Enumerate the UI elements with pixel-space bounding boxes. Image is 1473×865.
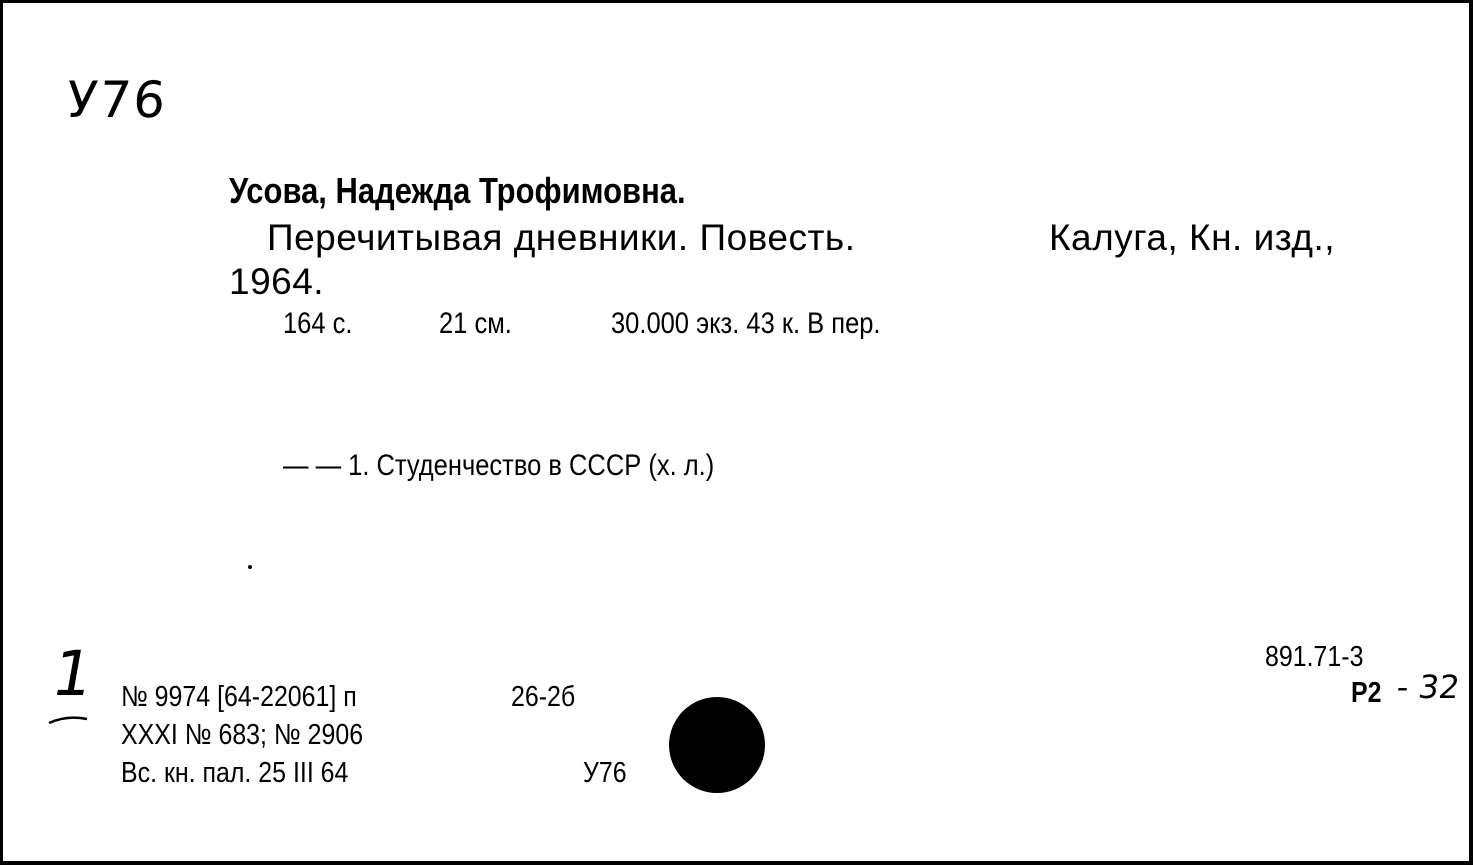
printed-shelf-mark: У76	[583, 757, 627, 789]
record-number: № 9974 [64-22061] п	[121, 681, 357, 713]
book-size: 21 см.	[439, 307, 512, 340]
classification-index: 891.71-3	[1265, 641, 1364, 673]
registry-numbers: XXXI № 683; № 2906	[121, 719, 364, 751]
page-count: 164 с.	[283, 307, 353, 340]
book-title: Перечитывая дневники. Повесть.	[267, 217, 856, 258]
publisher: Калуга, Кн. изд.,	[1049, 217, 1336, 258]
handwritten-classification: - 32	[1394, 668, 1463, 706]
classification-code: Р2	[1351, 677, 1382, 709]
handwritten-shelf-mark: У76	[64, 71, 170, 129]
book-chamber-stamp: Вс. кн. пал. 25 III 64	[121, 757, 349, 789]
author-heading: Усова, Надежда Трофимовна.	[229, 170, 686, 211]
publication-year: 1964.	[229, 261, 325, 302]
print-run-and-price: 30.000 экз. 43 к. В пер.	[611, 307, 881, 340]
series-code: 26-2б	[511, 681, 576, 713]
handwritten-margin-mark: 1	[46, 637, 99, 710]
ink-speck	[248, 565, 252, 569]
handwritten-underline	[47, 709, 93, 729]
subject-heading: — — 1. Студенчество в СССР (х. л.)	[283, 449, 715, 482]
punch-hole	[669, 697, 765, 793]
